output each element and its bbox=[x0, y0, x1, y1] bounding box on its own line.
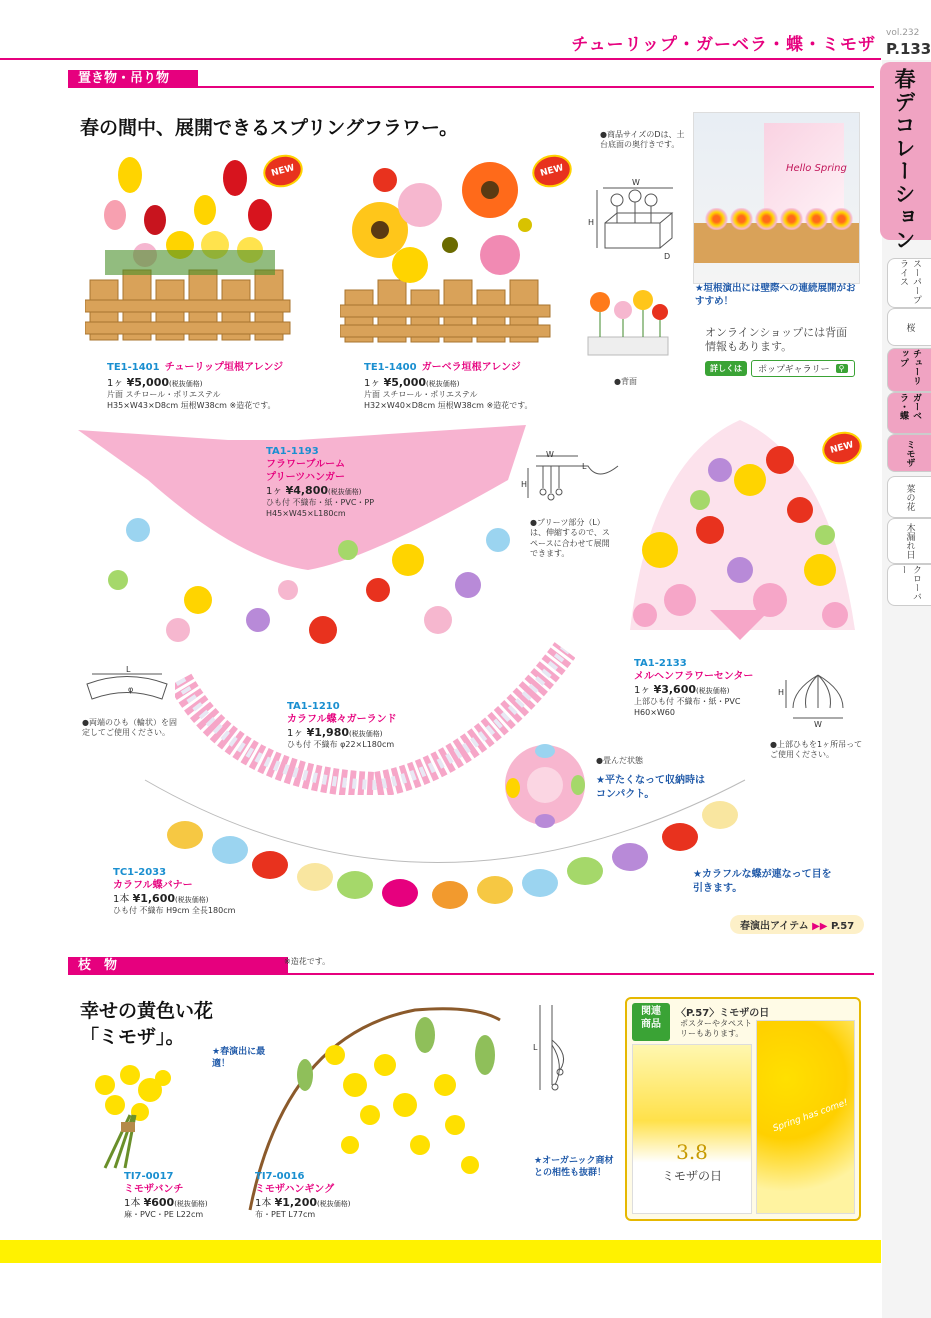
poster-title: ミモザの日 bbox=[661, 1169, 722, 1183]
product-code: TI7-0016 bbox=[255, 1171, 305, 1182]
tax-note: (税抜価格) bbox=[169, 379, 203, 388]
product-unit: 1ヶ bbox=[287, 728, 304, 739]
mimosa-headline-2: 「ミモザ」。 bbox=[80, 1026, 185, 1048]
tax-note: (税抜価格) bbox=[174, 1200, 208, 1208]
fence-dimension-diagram bbox=[585, 178, 680, 263]
footer-yellow-band bbox=[0, 1240, 881, 1263]
product-unit: 1本 bbox=[124, 1198, 141, 1209]
pleat-note: ●プリーツ部分（L）は、伸縮するので、スペースに合わせて展開できます。 bbox=[530, 518, 610, 559]
hanging-dimension-diagram bbox=[530, 1000, 585, 1100]
tab-gerbera-butterfly[interactable]: ガーベラ・蝶 bbox=[887, 392, 931, 434]
pleat-dimension-diagram bbox=[518, 448, 623, 508]
spring-items-link[interactable]: 春演出アイテム ▶▶ P.57 bbox=[730, 915, 864, 934]
product-ti7-0016 bbox=[255, 1170, 350, 1221]
butterfly-caption: ★カラフルな蝶が連なって目を引きます。 bbox=[693, 869, 832, 894]
product-spec: ひも付 不織布 φ22×L180cm bbox=[287, 740, 395, 750]
photo-caption: ★垣根演出には壁際への連続展開がおすすめ！ bbox=[695, 283, 856, 307]
related-subtitle: ポスターやタペストリーもあります。 bbox=[680, 1019, 752, 1039]
poster-date: 3.8 bbox=[676, 1140, 708, 1164]
page-header-title: チューリップ・ガーベラ・蝶・ミモザ bbox=[571, 35, 876, 55]
new-badge: NEW bbox=[260, 150, 307, 191]
product-spec: 片面 スチロール・ポリエステル bbox=[364, 390, 478, 400]
product-name-line2: プリーツハンガー bbox=[266, 472, 345, 483]
product-unit: 1本 bbox=[113, 894, 130, 905]
product-ta1-2133 bbox=[634, 657, 753, 719]
installation-photo bbox=[693, 112, 860, 284]
mimosa-tapestry bbox=[756, 1020, 855, 1214]
product-name: ミモザハンギング bbox=[255, 1184, 335, 1195]
product-name: ガーベラ垣根アレンジ bbox=[421, 362, 521, 373]
tapestry-script: Spring has come! bbox=[771, 1097, 850, 1135]
section-label-ornaments: 置き物・吊り物 bbox=[68, 70, 198, 88]
tab-super-price[interactable]: スーパープライス bbox=[887, 258, 931, 308]
tab-sakura[interactable]: 桜 bbox=[887, 308, 931, 346]
product-spec: 布・PET L77cm bbox=[255, 1210, 316, 1220]
mimosa-headline-1: 幸せの黄色い花 bbox=[80, 1000, 214, 1022]
folded-label: ●畳んだ状態 bbox=[596, 756, 643, 765]
tax-note: (税抜価格) bbox=[317, 1200, 351, 1208]
arrow-right-icon: ▶▶ bbox=[812, 921, 828, 932]
product-unit: 1本 bbox=[255, 1198, 272, 1209]
tab-clover[interactable]: クローバー bbox=[887, 564, 931, 606]
product-code: TE1-1401 bbox=[107, 362, 160, 373]
artificial-flower-note: ※造花です。 bbox=[284, 957, 331, 966]
product-price: ¥600 bbox=[143, 1196, 175, 1209]
tax-note: (税抜価格) bbox=[426, 379, 460, 388]
product-spec: 麻・PVC・PE L22cm bbox=[124, 1210, 204, 1220]
dim-label-l: L bbox=[126, 665, 131, 674]
organic-caption: ★オーガニック商材との相性も抜群！ bbox=[534, 1156, 614, 1179]
product-code: TA1-2133 bbox=[634, 658, 687, 669]
volume-number: vol.232 bbox=[886, 28, 920, 38]
dim-label-w: W bbox=[632, 178, 640, 187]
product-price: ¥1,200 bbox=[274, 1196, 318, 1209]
product-spec: ひも付 不織布 H9cm 全長180cm bbox=[113, 906, 236, 916]
new-badge: NEW bbox=[819, 427, 866, 468]
dim-label-w: W bbox=[814, 720, 822, 729]
product-ti7-0017 bbox=[124, 1170, 208, 1221]
dim-label-l: L bbox=[533, 1043, 538, 1052]
mimosa-bunch-image bbox=[85, 1060, 180, 1170]
product-code: TA1-1193 bbox=[266, 446, 319, 457]
product-name: カラフル蝶々ガーランド bbox=[287, 714, 397, 725]
product-code: TE1-1400 bbox=[364, 362, 417, 373]
dim-label-h: H bbox=[588, 218, 595, 227]
tab-mimosa[interactable]: ミモザ bbox=[887, 434, 931, 472]
product-spec: 上部ひも付 不織布・紙・PVC bbox=[634, 697, 741, 707]
product-code: TI7-0017 bbox=[124, 1171, 174, 1182]
section-rule bbox=[68, 973, 874, 975]
back-view-label: ●背面 bbox=[614, 377, 637, 386]
tax-note: (税抜価格) bbox=[349, 730, 383, 738]
product-price: ¥3,600 bbox=[653, 683, 697, 696]
product-size: H45×W45×L180cm bbox=[266, 509, 346, 519]
dim-label-l: L bbox=[582, 462, 587, 471]
product-price: ¥5,000 bbox=[383, 375, 427, 389]
related-badge: 関連 商品 bbox=[632, 1003, 670, 1041]
product-unit: 1ヶ bbox=[364, 377, 381, 389]
related-title: 〈P.57〉ミモザの日 bbox=[676, 1008, 770, 1019]
product-unit: 1ヶ bbox=[266, 486, 283, 497]
product-price: ¥1,600 bbox=[132, 892, 176, 905]
product-name: フラワーブルーム bbox=[266, 459, 346, 470]
pop-gallery-button[interactable]: ポップギャラリー ⚲ bbox=[751, 360, 855, 377]
product-spec: ひも付 不織布・紙・PVC・PP bbox=[266, 498, 375, 508]
section-rule bbox=[68, 86, 874, 88]
product-spec: 片面 スチロール・ポリエステル bbox=[107, 390, 221, 400]
online-shop-note: オンラインショップには背面情報もあります。 bbox=[705, 326, 848, 354]
hang-note: ●上部ひもを1ヶ所吊ってご使用ください。 bbox=[770, 740, 863, 760]
product-tc1-2033 bbox=[113, 866, 235, 917]
dim-label-w: W bbox=[546, 450, 554, 459]
rope-note: ●両端のひも（輪状）を固定してご使用ください。 bbox=[82, 718, 177, 738]
product-ta1-1210 bbox=[287, 700, 397, 751]
dim-label-h: H bbox=[778, 688, 785, 697]
product-ta1-1193 bbox=[266, 445, 374, 520]
dim-label-phi: φ bbox=[128, 685, 134, 694]
product-price: ¥5,000 bbox=[126, 375, 170, 389]
tax-note: (税抜価格) bbox=[328, 488, 362, 496]
product-code: TC1-2033 bbox=[113, 867, 167, 878]
tab-spring-decoration-label: 春デコレーション bbox=[892, 68, 916, 252]
product-te1-1400 bbox=[364, 355, 533, 412]
product-code: TA1-1210 bbox=[287, 701, 340, 712]
flower-row bbox=[704, 208, 854, 230]
tab-nanohana[interactable]: 菜の花 bbox=[887, 476, 931, 518]
folded-caption: ★平たくなって収納時はコンパクト。 bbox=[596, 775, 705, 800]
banner-script: Hello Spring bbox=[786, 163, 847, 174]
product-te1-1401 bbox=[107, 355, 283, 412]
product-price: ¥1,980 bbox=[306, 726, 350, 739]
dim-label-h: H bbox=[521, 480, 528, 489]
gerbera-fence-image bbox=[340, 150, 560, 350]
tax-note: (税抜価格) bbox=[175, 896, 209, 904]
search-icon: ⚲ bbox=[836, 364, 848, 373]
page-number: P.133 bbox=[886, 40, 931, 58]
dim-label-d: D bbox=[664, 252, 671, 261]
gallery-link-row bbox=[705, 360, 855, 377]
product-name: メルヘンフラワーセンター bbox=[634, 671, 754, 682]
tab-tulip[interactable]: チューリップ bbox=[887, 348, 931, 392]
tax-note: (税抜価格) bbox=[696, 687, 730, 695]
product-price: ¥4,800 bbox=[285, 484, 329, 497]
product-name: チューリップ垣根アレンジ bbox=[164, 362, 284, 373]
section-headline: 春の間中、展開できるスプリングフラワー。 bbox=[80, 117, 459, 139]
section-label-branches: 枝 物 bbox=[68, 957, 288, 975]
spring-caption: ★春演出に最適！ bbox=[212, 1047, 266, 1070]
new-badge: NEW bbox=[529, 150, 576, 191]
product-name: カラフル蝶バナー bbox=[113, 880, 193, 891]
product-unit: 1ヶ bbox=[634, 685, 651, 696]
mimosa-day-poster bbox=[632, 1044, 752, 1214]
product-unit: 1ヶ bbox=[107, 377, 124, 389]
product-size: H60×W60 bbox=[634, 708, 675, 718]
product-name: ミモザバンチ bbox=[124, 1184, 184, 1195]
product-size: H35×W43×D8cm 垣根W38cm ※造花です。 bbox=[107, 400, 276, 410]
details-button[interactable]: 詳しくは bbox=[705, 361, 747, 376]
product-size: H32×W40×D8cm 垣根W38cm ※造花です。 bbox=[364, 400, 533, 410]
header-rule bbox=[0, 58, 881, 60]
back-view-image bbox=[578, 282, 678, 362]
tab-komorebi[interactable]: 木漏れ日 bbox=[887, 518, 931, 564]
size-note: ●商品サイズのDは、土台底面の奥行きです。 bbox=[600, 130, 685, 150]
